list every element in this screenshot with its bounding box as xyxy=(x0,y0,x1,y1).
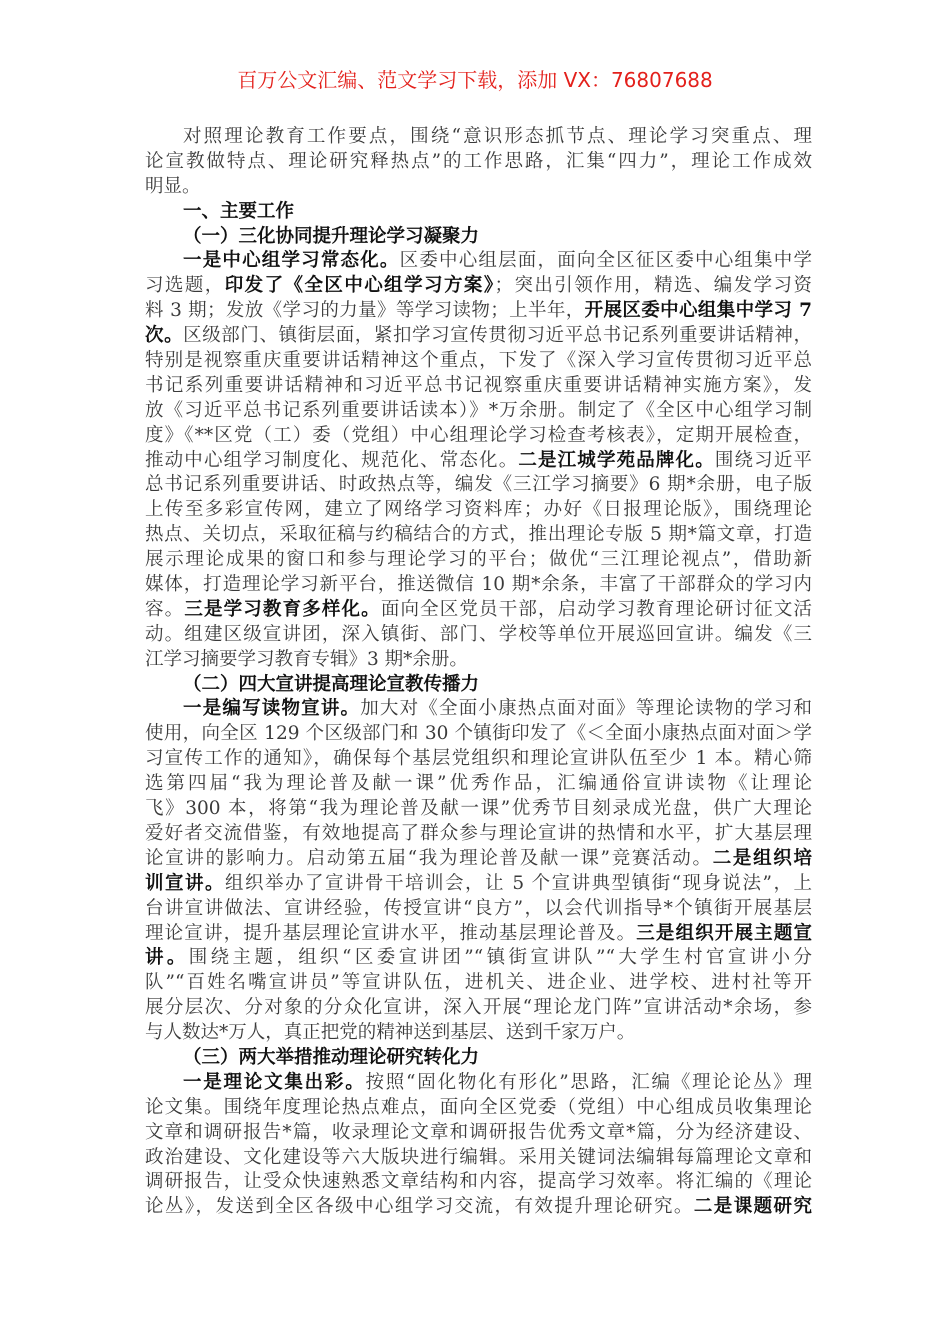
text-line xyxy=(145,897,812,922)
bold-text: 印发了《全区中心组学习方案》 xyxy=(224,275,495,297)
text-run: 习宣传工作的通知》，确保每个基层党组织和理论宣讲队伍至少 1 本。精心筛 xyxy=(145,748,812,770)
text-run: 组织举办了宣讲骨干培训会，让 5 个宣讲典型镇街“现身说法”，上 xyxy=(225,872,812,894)
text-run: 队”“百姓名嘴宣讲员”等宣讲队伍，进机关、进企业、进学校、进村社等开 xyxy=(145,972,812,994)
text-line xyxy=(145,125,812,150)
text-run: 选第四届“我为理论普及献一课”优秀作品，汇编通俗宣讲读物《让理论 xyxy=(145,773,812,795)
document-body xyxy=(145,125,812,1220)
section-heading xyxy=(145,673,812,698)
text-run: ；突出引领作用，精选、编发学习资 xyxy=(494,275,812,297)
text-line xyxy=(145,922,812,947)
bold-text: 三是学习教育多样化。 xyxy=(184,598,381,620)
text-line xyxy=(145,697,812,722)
text-run: 论文集。围绕年度理论热点难点，面向全区党委（党组）中心组成员收集理论 xyxy=(145,1096,812,1118)
text-line xyxy=(145,274,812,299)
text-run: 台讲宣讲做法、宣讲经验，传授宣讲“良方”，以会代训指导*个镇街开展基层 xyxy=(145,897,812,919)
text-run: 使用，向全区 129 个区级部门和 30 个镇街印发了《＜全面小康热点面对面＞学 xyxy=(145,723,812,745)
text-line xyxy=(145,249,812,274)
text-line xyxy=(145,797,812,822)
text-line xyxy=(145,1121,812,1146)
text-line xyxy=(145,424,812,449)
text-run: 区级部门、镇街层面，紧扣学习宣传贯彻习近平总书记系列重要讲话精神， xyxy=(183,325,812,347)
text-line xyxy=(145,847,812,872)
bold-text: 二是课题研究 xyxy=(693,1196,812,1218)
text-line xyxy=(145,299,812,324)
text-line xyxy=(145,772,812,797)
text-run: 飞》300 本，将第“我为理论普及献一课”优秀节目刻录成光盘，供广大理论 xyxy=(145,798,812,820)
text-run: 对照理论教育工作要点，围绕“意识形态抓节点、理论学习突重点、理 xyxy=(183,126,812,147)
bold-text: 讲。 xyxy=(145,947,189,969)
text-line xyxy=(145,1170,812,1195)
bold-text: 三是组织开展主题宣 xyxy=(636,922,812,944)
text-line xyxy=(145,150,812,175)
text-line xyxy=(145,648,812,673)
bold-text: 开展区委中心组集中学习 7 xyxy=(584,300,812,322)
text-line xyxy=(145,872,812,897)
text-run: 论丛》，发送到全区各级中心组学习交流，有效提升理论研究。 xyxy=(145,1196,694,1218)
section-heading xyxy=(145,1046,812,1071)
text-line xyxy=(145,1146,812,1171)
text-line xyxy=(145,573,812,598)
text-line xyxy=(145,473,812,498)
text-run: 特别是视察重庆重要讲话精神这个重点，下发了《深入学习宣传贯彻习近平总 xyxy=(145,350,812,372)
text-line xyxy=(145,722,812,747)
text-run: 理论宣讲，提升基层理论宣讲水平，推动基层理论普及。 xyxy=(145,922,637,944)
text-line xyxy=(145,1021,812,1046)
text-run: 习选题， xyxy=(145,275,225,297)
text-line xyxy=(145,598,812,623)
text-run: 书记系列重要讲话精神和习近平总书记视察重庆重要讲话精神实施方案》，发 xyxy=(145,374,812,396)
text-run: 围绕主题，组织“区委宣讲团”“镇街宣讲队”“大学生村官宣讲小分 xyxy=(188,947,812,969)
text-run: 与人数达*万人，真正把党的精神送到基层、送到千家万户。 xyxy=(145,1022,636,1044)
text-run: 论宣教做特点、理论研究释热点”的工作思路，汇集“四力”，理论工作成效 xyxy=(145,150,812,172)
text-run: 调研报告，让受众快速熟悉文章结构和内容，提高学习效率。将汇编的《理论 xyxy=(145,1171,812,1193)
text-run: 容。 xyxy=(145,598,185,620)
bold-text: （二）四大宣讲提高理论宣教传播力 xyxy=(183,673,480,695)
text-run: 展分层次、分对象的分众化宣讲，深入开展“理论龙门阵”宣讲活动*余场，参 xyxy=(145,997,812,1019)
bold-text: 二是江城学苑品牌化。 xyxy=(518,449,715,471)
section-heading xyxy=(145,225,812,250)
bold-text: 一、主要工作 xyxy=(183,200,295,222)
text-line xyxy=(145,1096,812,1121)
text-line xyxy=(145,374,812,399)
text-run: 推动中心组学习制度化、规范化、常态化。 xyxy=(145,449,519,471)
text-line xyxy=(145,623,812,648)
text-run: 按照“固化物化有形化”思路，汇编《理论论丛》理 xyxy=(365,1071,812,1093)
text-line xyxy=(145,1071,812,1096)
text-run: 论宣讲的影响力。启动第五届“我为理论普及献一课”竞赛活动。 xyxy=(145,847,713,869)
bold-text: 二是组织培 xyxy=(712,847,812,869)
text-line xyxy=(145,971,812,996)
text-run: 动。组建区级宣讲团，深入镇街、部门、学校等单位开展巡回宣讲。编发《三 xyxy=(145,623,812,645)
text-run: 围绕习近平 xyxy=(714,449,812,471)
text-line xyxy=(145,946,812,971)
text-run: 爱好者交流借鉴，有效地提高了群众参与理论宣讲的热情和水平，扩大基层理 xyxy=(145,822,812,844)
text-line xyxy=(145,523,812,548)
text-run: 热点、关切点，采取征稿与约稿结合的方式，推出理论专版 5 期*篇文章，打造 xyxy=(145,524,812,546)
text-run: 政治建设、文化建设等六大版块进行编辑。采用关键词法编辑每篇理论文章和 xyxy=(145,1146,812,1168)
bold-text: 训宣讲。 xyxy=(145,872,226,894)
text-line xyxy=(145,996,812,1021)
text-line xyxy=(145,747,812,772)
text-run: 区委中心组层面，面向全区征区委中心组集中学 xyxy=(399,250,812,272)
text-line xyxy=(145,175,812,200)
text-line xyxy=(145,449,812,474)
section-heading xyxy=(145,200,812,225)
text-line xyxy=(145,822,812,847)
text-line xyxy=(145,498,812,523)
text-run: 加大对《全面小康热点面对面》等理论读物的学习和 xyxy=(360,698,812,720)
text-line xyxy=(145,324,812,349)
text-run: 展示理论成果的窗口和参与理论学习的平台；做优“三江理论视点”，借助新 xyxy=(145,549,812,571)
text-run: 文章和调研报告*篇，收录理论文章和调研报告优秀文章*篇，分为经济建设、 xyxy=(145,1121,812,1143)
text-run: 度》《**区党（工）委（党组）中心组理论学习检查考核表》，定期开展检查， xyxy=(145,424,812,446)
text-run: 总书记系列重要讲话、时政热点等，编发《三江学习摘要》6 期*余册，电子版 xyxy=(145,474,812,496)
text-run: 面向全区党员干部，启动学习教育理论研讨征文活 xyxy=(380,598,812,620)
text-line xyxy=(145,1195,812,1220)
text-run: 上传至多彩宣传网，建立了网络学习资料库；办好《日报理论版》，围绕理论 xyxy=(145,499,812,521)
bold-text: 一是编写读物宣讲。 xyxy=(183,698,361,720)
watermark-banner: 百万公文汇编、范文学习下载，添加 VX：76807688 xyxy=(237,68,713,92)
text-run: 放《习近平总书记系列重要讲话读本）》*万余册。制定了《全区中心组学习制 xyxy=(145,399,812,421)
text-line xyxy=(145,548,812,573)
bold-text: （一）三化协同提升理论学习凝聚力 xyxy=(183,225,480,247)
text-run: 媒体，打造理论学习新平台，推送微信 10 期*余条，丰富了干部群众的学习内 xyxy=(145,574,812,596)
bold-text: 一是理论文集出彩。 xyxy=(183,1071,366,1093)
bold-text: （三）两大举措推动理论研究转化力 xyxy=(183,1046,480,1068)
text-run: 料 3 期；发放《学习的力量》等学习读物；上半年， xyxy=(145,300,585,322)
bold-text: 一是中心组学习常态化。 xyxy=(183,250,400,272)
bold-text: 次。 xyxy=(145,325,184,347)
text-run: 明显。 xyxy=(145,175,201,197)
text-line xyxy=(145,399,812,424)
text-run: 江学习摘要学习教育专辑》3 期*余册。 xyxy=(145,648,468,670)
text-line xyxy=(145,349,812,374)
